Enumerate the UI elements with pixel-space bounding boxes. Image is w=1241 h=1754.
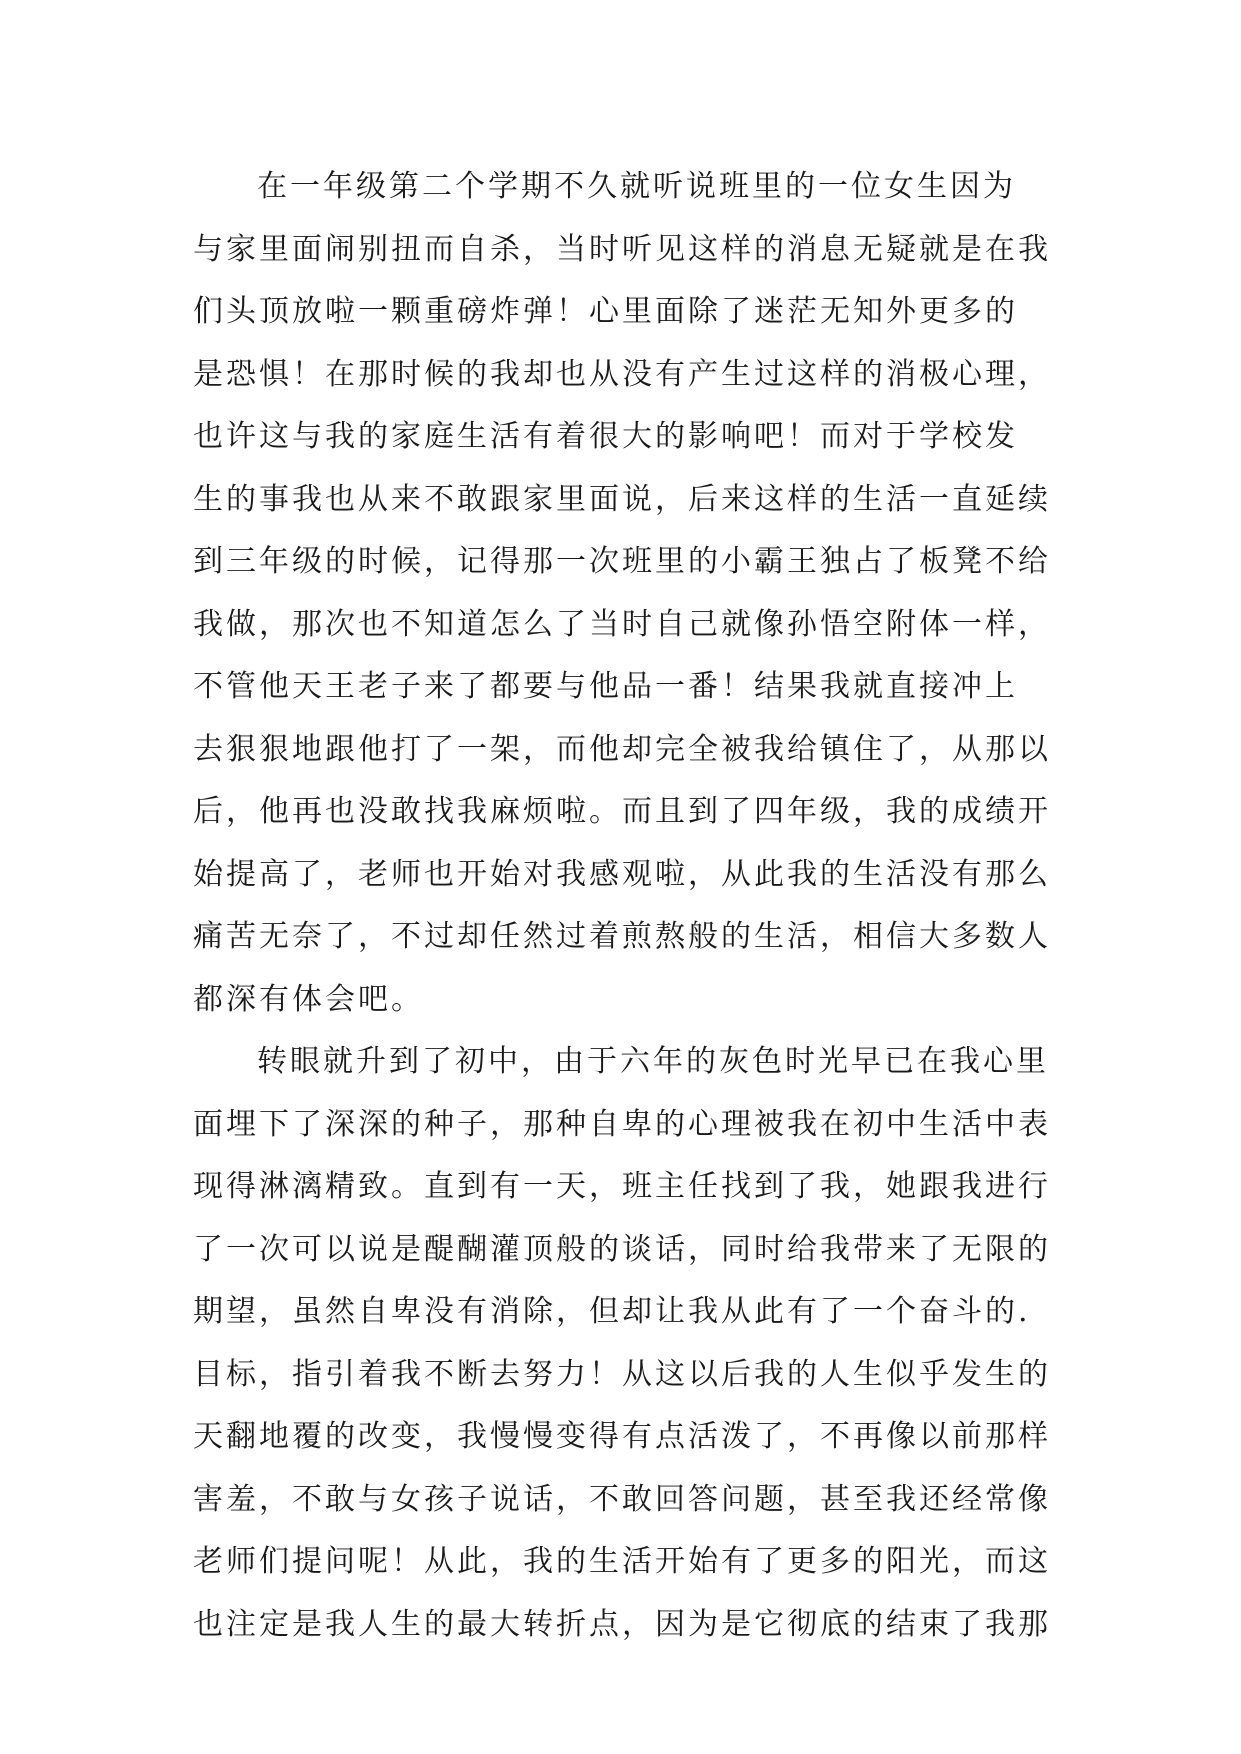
paragraph-2 <box>193 1031 1053 1656</box>
text-line: 不管他天王老子来了都要与他品一番！结果我就直接冲上 <box>193 669 1018 704</box>
text-line: 后，他再也没敢找我麻烦啦。而且到了四年级，我的成绩开 <box>193 794 1051 829</box>
text-line: 是恐惧！在那时候的我却也从没有产生过这样的消极心理， <box>193 356 1051 392</box>
text-line: 我做，那次也不知道怎么了当时自己就像孙悟空附体一样， <box>193 606 1051 642</box>
text-line: 与家里面闹别扭而自杀，当时听见这样的消息无疑就是在我 <box>193 231 1051 267</box>
text-line: 天翻地覆的改变，我慢慢变得有点活泼了，不再像以前那样 <box>193 1419 1051 1454</box>
text-line: 期望，虽然自卑没有消除，但却让我从此有了一个奋斗的. <box>193 1294 1031 1329</box>
text-line: 始提高了，老师也开始对我感观啦，从此我的生活没有那么 <box>193 856 1051 892</box>
text-line: 转眼就升到了初中，由于六年的灰色时光早已在我心里 <box>257 1044 1049 1079</box>
text-line: 到三年级的时候，记得那一次班里的小霸王独占了板凳不给 <box>193 544 1051 579</box>
text-line: 去狠狠地跟他打了一架，而他却完全被我给镇住了，从那以 <box>193 731 1051 767</box>
text-line: 也注定是我人生的最大转折点，因为是它彻底的结束了我那 <box>193 1606 1051 1642</box>
text-line: 都深有体会吧。 <box>193 981 424 1017</box>
text-line: 面埋下了深深的种子，那种自卑的心理被我在初中生活中表 <box>193 1106 1051 1142</box>
text-line: 在一年级第二个学期不久就听说班里的一位女生因为 <box>257 169 1016 204</box>
text-line: 们头顶放啦一颗重磅炸弹！心里面除了迷茫无知外更多的 <box>193 294 1018 329</box>
text-line: 痛苦无奈了，不过却任然过着煎熬般的生活，相信大多数人 <box>193 919 1051 954</box>
paragraph-1 <box>193 156 1053 1031</box>
text-line: 生的事我也从来不敢跟家里面说，后来这样的生活一直延续 <box>193 481 1051 517</box>
document-body <box>193 156 1053 1656</box>
text-line: 目标，指引着我不断去努力！从这以后我的人生似乎发生的 <box>193 1356 1051 1392</box>
text-line: 也许这与我的家庭生活有着很大的影响吧！而对于学校发 <box>193 419 1018 454</box>
text-line: 老师们提问呢！从此，我的生活开始有了更多的阳光，而这 <box>193 1544 1051 1579</box>
text-line: 了一次可以说是醍醐灌顶般的谈话，同时给我带来了无限的 <box>193 1231 1051 1267</box>
text-line: 现得淋漓精致。直到有一天，班主任找到了我，她跟我进行 <box>193 1169 1051 1204</box>
text-line: 害羞，不敢与女孩子说话，不敢回答问题，甚至我还经常像 <box>193 1481 1051 1517</box>
